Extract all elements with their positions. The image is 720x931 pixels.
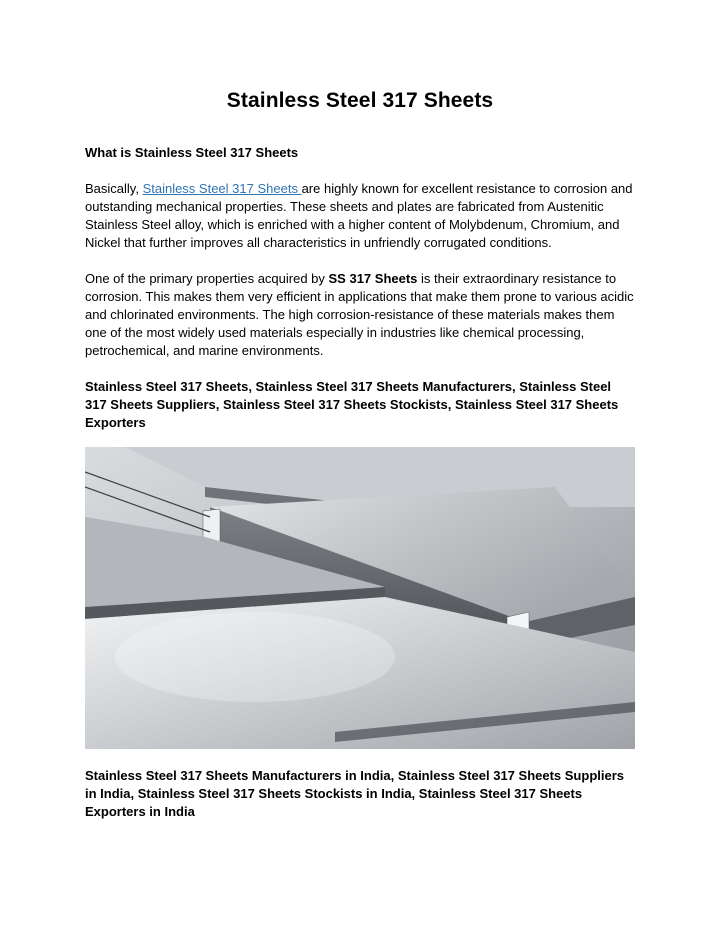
properties-rest-text: is their extraordinary resistance to corrosion. This makes them very efficient in applications that make them prone to various acidic and chlorinated environments. The high corrosion-resistance of these materials makes them one of the most widely used materials especially in industries like chemical processing, petrochemical, and marine environments. (85, 271, 634, 358)
intro-lead-text: Basically, (85, 181, 143, 196)
page-title: Stainless Steel 317 Sheets (226, 89, 494, 112)
reflection-highlight (115, 612, 395, 702)
intro-rest-text: are highly known for excellent resistance to corrosion and outstanding mechanical properties. These sheets and plates are fabricated from Austenitic Stainless Steel alloy, which is enriched with a higher content of Molybdenum, Chromium, and Nickel that further improves all characteristics in unfriendly corrugated conditions. (85, 181, 633, 250)
properties-lead-text: One of the primary properties acquired by (85, 271, 329, 286)
keywords-block-1: Stainless Steel 317 Sheets, Stainless Steel 317 Sheets Manufacturers, Stainless Steel 317 Sheets Suppliers, Stainless Steel 317 Sheets Stockists, Stainless Steel 317 Sheets Exporters (85, 379, 619, 430)
section-heading: What is Stainless Steel 317 Sheets (85, 145, 299, 160)
strap-band-left (203, 509, 220, 542)
stainless-steel-317-sheets-link[interactable]: Stainless Steel 317 Sheets (142, 181, 302, 196)
keywords-block-2: Stainless Steel 317 Sheets Manufacturers in India, Stainless Steel 317 Sheets Suppliers in India, Stainless Steel 317 Sheets Stockists in India, Stainless Steel 317 Sheets Exporters in India (85, 768, 624, 819)
properties-paragraph (85, 270, 635, 360)
steel-sheets-photo (85, 447, 635, 749)
ss-317-sheets-term: SS 317 Sheets (328, 271, 418, 286)
intro-paragraph (85, 180, 635, 252)
